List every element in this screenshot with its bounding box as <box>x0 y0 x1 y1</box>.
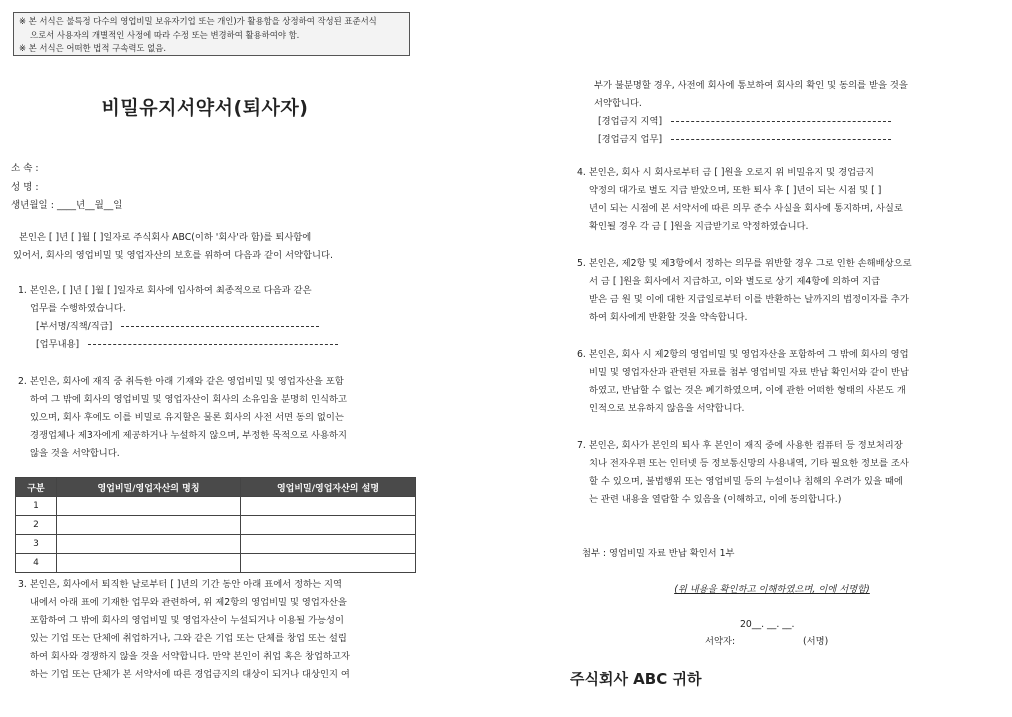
description-cell[interactable] <box>241 535 416 554</box>
col-header: 구분 <box>16 478 57 497</box>
confirmation-statement: (위 내용을 확인하고 이해하였으며, 이에 서명함) <box>674 584 870 595</box>
text-line: 년이 되는 시점에 본 서약서에 따른 의무 준수 사실을 회사에 통지하며, 사실로 <box>589 203 903 214</box>
table-row <box>16 554 416 573</box>
clause-2 <box>18 373 411 463</box>
text-line: 하여 그 밖에 회사의 영업비밀 및 영업자산이 회사의 소유임을 분명히 인식하고 <box>30 394 347 405</box>
work-row <box>594 131 972 149</box>
label-region: [경업금지 지역] <box>598 116 663 127</box>
text-line: 하는 기업 또는 단체가 본 서약서에 따른 경업금지의 대상이 되거나 대상인지 여 <box>30 669 350 680</box>
name-cell[interactable] <box>57 554 241 573</box>
text-line: 치나 전자우편 또는 인터넷 등 정보통신망의 사용내역, 기타 필요한 정보를 조사 <box>589 458 909 469</box>
text-line: 하였고, 반납할 수 없는 것은 폐기하였으며, 이에 관한 어떠한 형태의 사본도 개 <box>589 385 906 396</box>
text-line: 부가 불분명할 경우, 사전에 회사에 통보하여 회사의 확인 및 동의를 받을 것을 <box>594 80 908 91</box>
text-line: 2. 본인은, 회사에 재직 중 취득한 아래 기재와 같은 영업비밀 및 영업자산을 포함 <box>18 376 344 387</box>
clause-1 <box>18 282 411 354</box>
recipient-line: 주식회사 ABC 귀하 <box>570 670 702 688</box>
text-line: 4. 본인은, 회사 시 회사로부터 금 [ ]원을 오로지 위 비밀유지 및 경업금지 <box>577 167 875 178</box>
clause-3 <box>18 576 411 684</box>
text-line: 3. 본인은, 회사에서 퇴직한 날로부터 [ ]년의 기간 동안 아래 표에서 정하는 지역 <box>18 579 342 590</box>
table-row <box>16 516 416 535</box>
region-row <box>594 113 972 131</box>
text-line: 는 관련 내용을 열람할 수 있음을 (이해하고, 이에 동의합니다.) <box>589 494 842 505</box>
clause-5 <box>577 255 972 327</box>
label-position: [부서명/직책/직급] <box>36 321 113 332</box>
name-cell[interactable] <box>57 516 241 535</box>
text-line: 할 수 있으며, 불법행위 또는 영업비밀 등의 누설이나 침해의 우려가 있을 때에 <box>589 476 903 487</box>
text-line: 확인될 경우 각 금 [ ]원을 지급받기로 약정하였습니다. <box>589 221 809 232</box>
col-header: 영업비밀/영업자산의 명칭 <box>57 478 241 497</box>
text-line: 약정의 대가로 별도 지급 받았으며, 또한 퇴사 후 [ ]년이 되는 시점 및 [ ] <box>589 185 882 196</box>
text-line: 있어서, 회사의 영업비밀 및 영업자산의 보호를 위하여 다음과 같이 서약합니다. <box>13 250 333 261</box>
document-title: 비밀유지서약서(퇴사자) <box>101 97 309 119</box>
text-line: 있으며, 회사 후에도 이를 비밀로 유지할은 물론 회사의 사전 서면 동의 없이는 <box>30 412 344 423</box>
text-line: 업무를 수행하였습니다. <box>30 303 126 314</box>
position-blank[interactable] <box>121 326 319 327</box>
text-line: 서 금 [ ]원을 회사에서 지급하고, 이와 별도로 상기 제4항에 의하여 지급 <box>589 276 881 287</box>
label-work: [경업금지 업무] <box>598 134 663 145</box>
row-number: 2 <box>16 516 57 535</box>
notice-line: ※ 본 서식은 불특정 다수의 영업비밀 보유자기업 또는 개인)가 활용함을 상정하여 작성된 표준서식 <box>19 16 377 26</box>
field-dept: 소 속 : <box>11 163 39 174</box>
attachment-note: 첨부 : 영업비밀 자료 반납 확인서 1부 <box>582 548 735 559</box>
text-line: 7. 본인은, 회사가 본인의 퇴사 후 본인이 재직 중에 사용한 컴퓨터 등 정보처리장 <box>577 440 903 451</box>
table-row <box>16 497 416 516</box>
text-line: 1. 본인은, [ ]년 [ ]월 [ ]일자로 회사에 입사하여 최종적으로 다음과 같은 <box>18 285 312 296</box>
label-duties: [업무내용] <box>36 339 80 350</box>
signer-label: 서약자: <box>705 636 736 647</box>
row-number: 4 <box>16 554 57 573</box>
text-line: 6. 본인은, 회사 시 제2항의 영업비밀 및 영업자산을 포함하여 그 밖에 회사의 영업 <box>577 349 909 360</box>
text-line: 서약합니다. <box>594 98 642 109</box>
text-line: 받은 금 원 및 이에 대한 지급일로부터 이를 반환하는 날까지의 법정이자를 추가 <box>589 294 909 305</box>
sign-date: 20__. __. __. <box>740 619 795 630</box>
text-line: 있는 기업 또는 단체에 취업하거나, 그와 같은 기업 또는 단체를 창업 또는 설립 <box>30 633 347 644</box>
intro-paragraph <box>13 229 411 265</box>
description-cell[interactable] <box>241 497 416 516</box>
col-header: 영업비밀/영업자산의 설명 <box>241 478 416 497</box>
text-line: 하여 회사와 경쟁하지 않을 것을 서약합니다. 만약 본인이 취업 혹은 창업하고자 <box>30 651 350 662</box>
notice-line: ※ 본 서식은 어떠한 법적 구속력도 없음. <box>19 43 167 53</box>
work-blank[interactable] <box>671 139 891 140</box>
text-line: 비밀 및 영업자산과 관련된 자료를 첨부 영업비밀 자료 반납 확인서와 같이 반납 <box>589 367 909 378</box>
clause-4 <box>577 164 972 236</box>
text-line: 5. 본인은, 제2항 및 제3항에서 정하는 의무를 위반할 경우 그로 인한 손해배상으로 <box>577 258 912 269</box>
row-number: 1 <box>16 497 57 516</box>
duties-row <box>18 336 411 354</box>
text-line: 포함하여 그 밖에 회사의 영업비밀 및 영업자산이 누설되거나 이용될 가능성이 <box>30 615 344 626</box>
clause-6 <box>577 346 972 418</box>
name-cell[interactable] <box>57 535 241 554</box>
duties-blank[interactable] <box>88 344 338 345</box>
text-line: 경쟁업체나 제3자에게 제공하거나 누설하지 않으며, 부정한 목적으로 사용하지 <box>30 430 347 441</box>
position-row <box>18 318 411 336</box>
name-cell[interactable] <box>57 497 241 516</box>
notice-box <box>13 12 410 56</box>
field-dob: 생년월일 : ____년__월__일 <box>11 200 123 211</box>
clause-7 <box>577 437 972 509</box>
description-cell[interactable] <box>241 554 416 573</box>
table-row <box>16 535 416 554</box>
region-blank[interactable] <box>671 121 891 122</box>
text-line: 하여 회사에게 반환할 것을 약속합니다. <box>589 312 748 323</box>
text-line: 인적으로 보유하지 않음을 서약합니다. <box>589 403 745 414</box>
text-line: 내에서 아래 표에 기재한 업무와 관련하여, 위 제2항의 영업비밀 및 영업자산을 <box>30 597 347 608</box>
text-line: 본인은 [ ]년 [ ]월 [ ]일자로 주식회사 ABC(이하 '회사'라 함)를 퇴사함에 <box>19 232 312 243</box>
row-number: 3 <box>16 535 57 554</box>
signature-mark[interactable]: (서명) <box>803 636 829 647</box>
clause-3-continued <box>594 77 972 149</box>
field-name: 성 명 : <box>11 182 39 193</box>
description-cell[interactable] <box>241 516 416 535</box>
table-header-row <box>16 478 416 497</box>
notice-line: 으로서 사용자의 개별적인 사정에 따라 수정 또는 변경하여 활용하여야 함. <box>30 29 300 40</box>
secrets-table <box>15 477 416 573</box>
text-line: 않을 것을 서약합니다. <box>30 448 120 459</box>
